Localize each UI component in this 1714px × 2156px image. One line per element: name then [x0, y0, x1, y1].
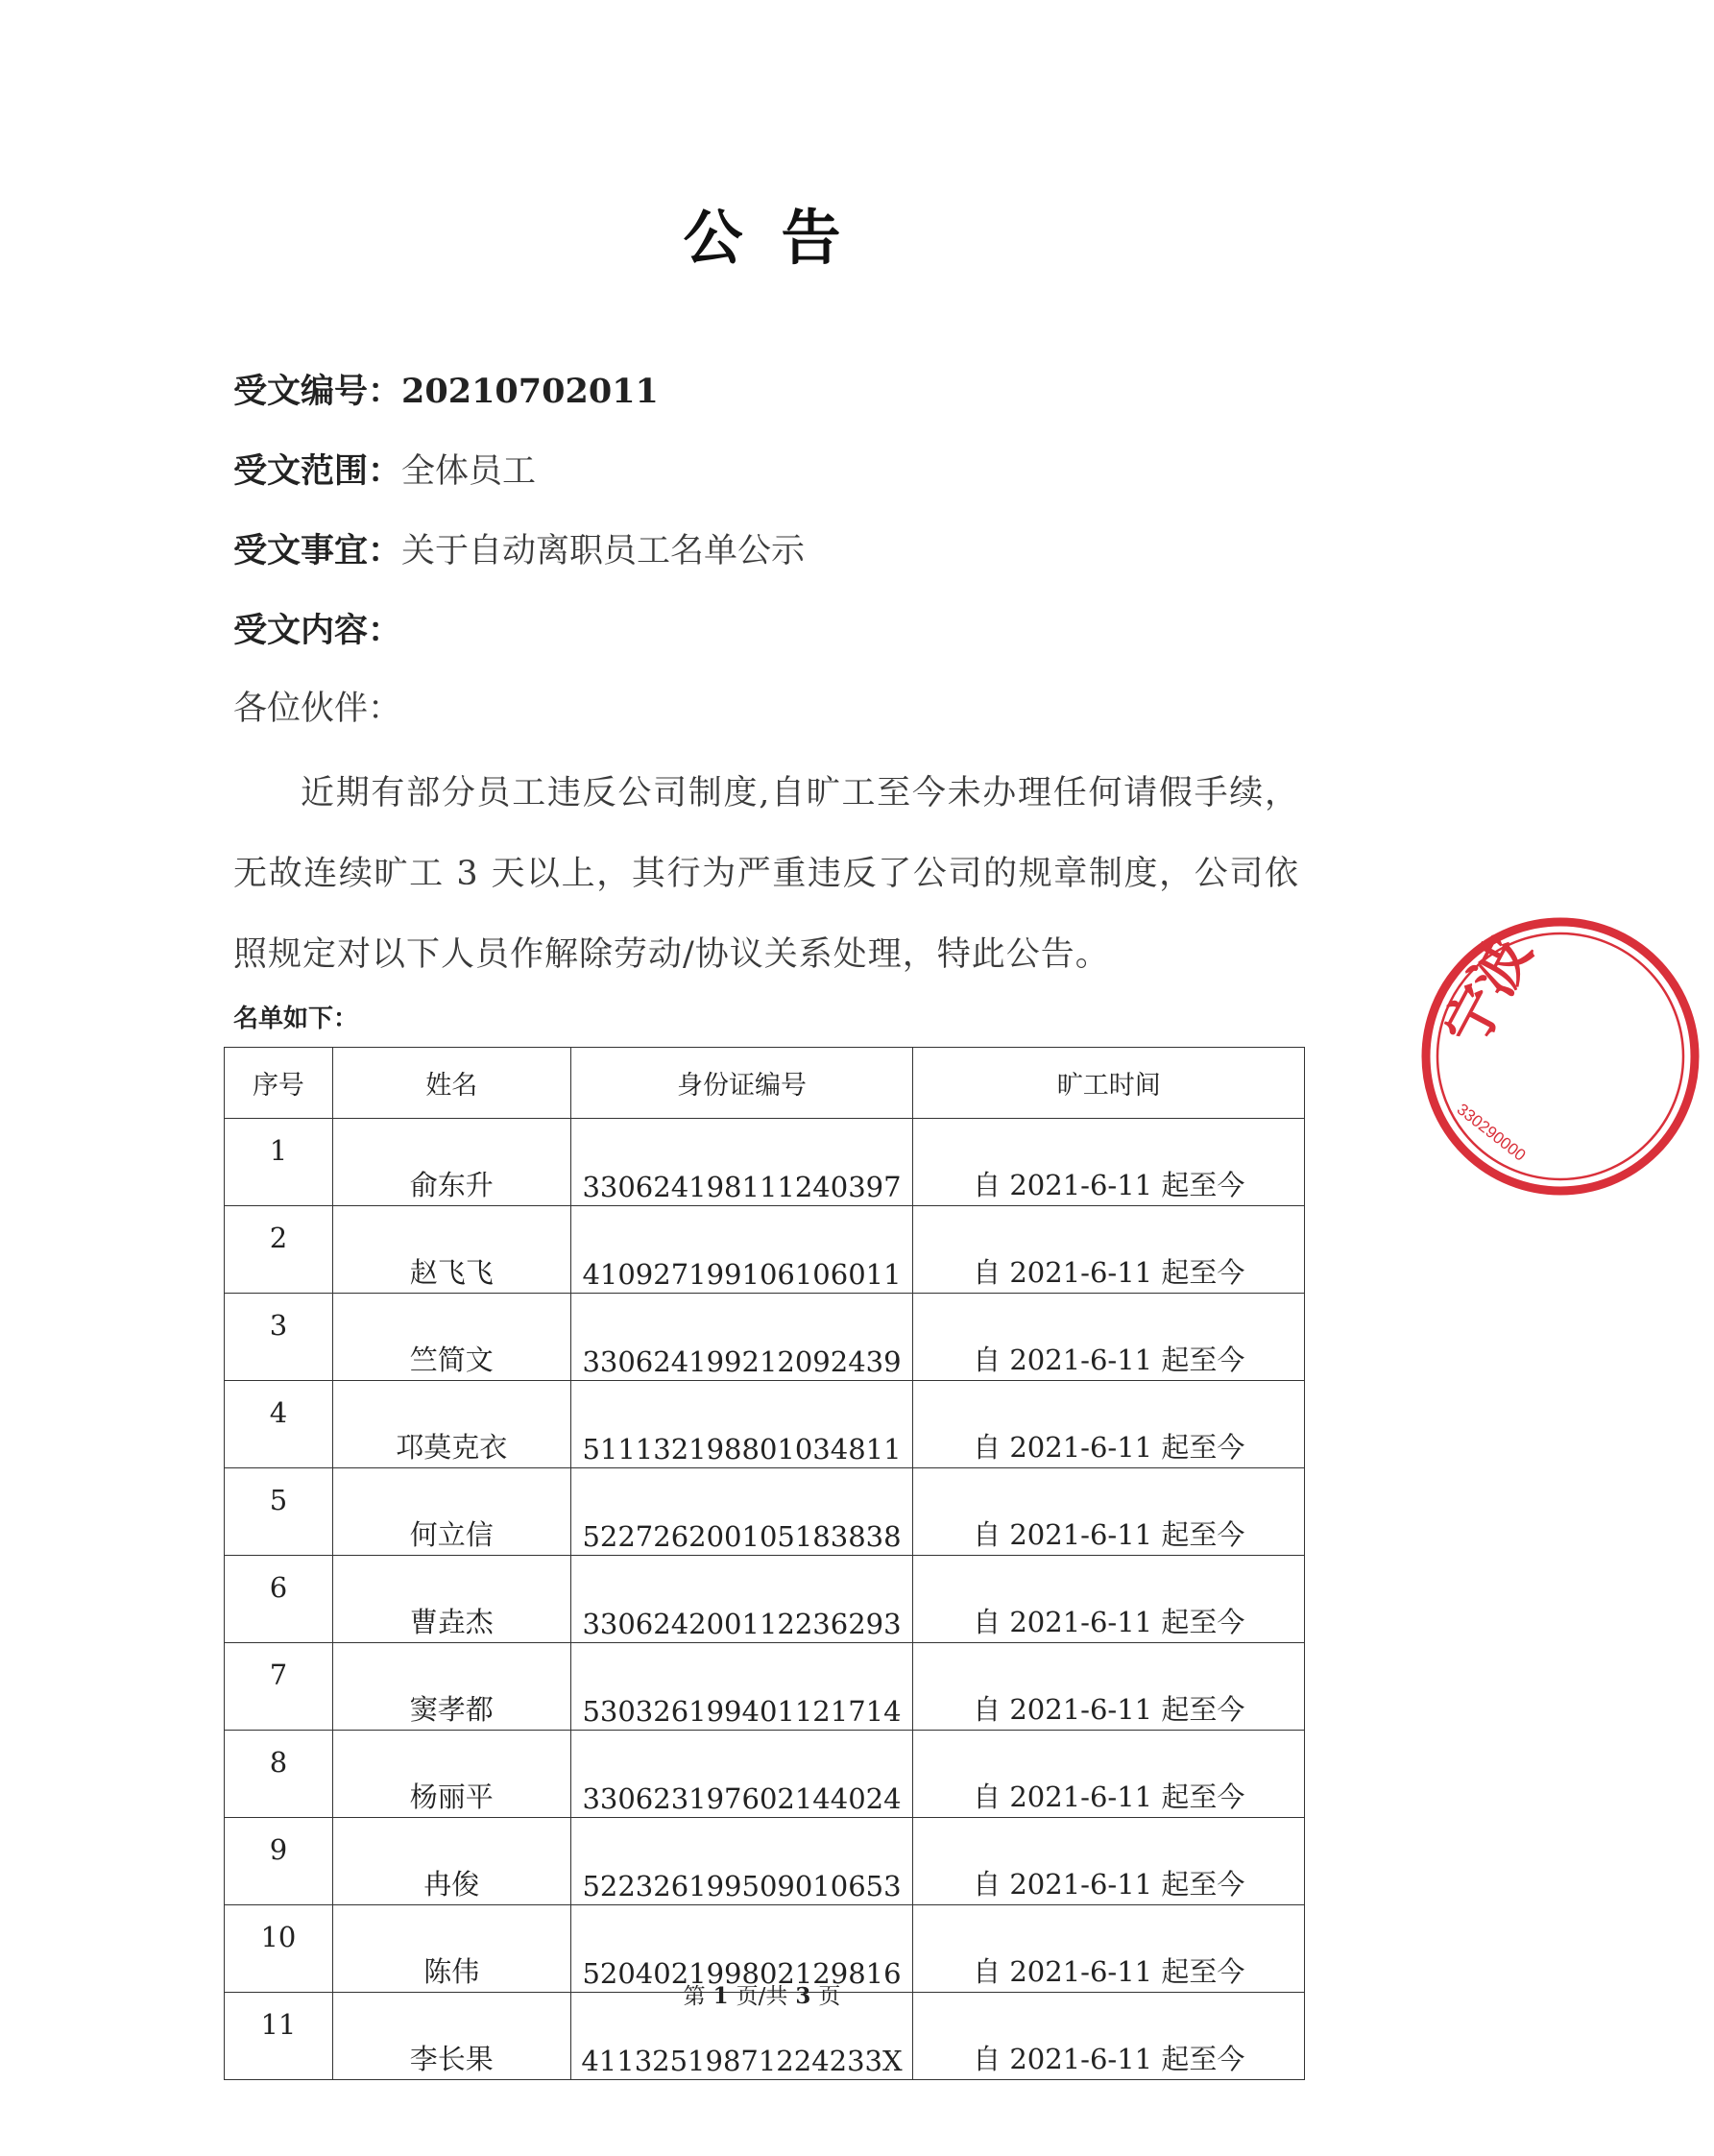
cell-id-number: 410927199106106011	[570, 1206, 913, 1294]
cell-absence-time: 自 2021-6-11 起至今	[913, 1993, 1305, 2080]
table-row	[225, 1643, 1305, 1731]
field-value: 20210702011	[401, 372, 659, 411]
cell-index: 1	[225, 1119, 333, 1206]
cell-name: 陈伟	[332, 1905, 570, 1993]
field-label: 受文范围：	[233, 451, 402, 491]
header-index: 序号	[225, 1048, 333, 1119]
header-id-number: 身份证编号	[570, 1048, 913, 1119]
cell-index: 11	[225, 1993, 333, 2080]
field-value: 关于自动离职员工名单公示	[401, 532, 806, 570]
cell-id-number: 520402199802129816	[570, 1905, 913, 1993]
cell-absence-time: 自 2021-6-11 起至今	[913, 1905, 1305, 1993]
table-row	[225, 1556, 1305, 1643]
seal-number: 330290000	[1453, 1100, 1530, 1165]
seal-text: 宁波	[1431, 924, 1546, 1058]
table-row	[225, 1206, 1305, 1294]
list-heading: 名单如下：	[233, 1005, 359, 1033]
cell-index: 5	[225, 1468, 333, 1556]
page-suffix: 页	[818, 1984, 841, 2009]
cell-absence-time: 自 2021-6-11 起至今	[913, 1643, 1305, 1731]
cell-index: 3	[225, 1294, 333, 1381]
cell-index: 4	[225, 1381, 333, 1468]
cell-name: 竺简文	[332, 1294, 570, 1381]
field-label: 受文编号：	[233, 372, 402, 411]
cell-id-number: 41132519871224233X	[570, 1993, 913, 2080]
cell-absence-time: 自 2021-6-11 起至今	[913, 1468, 1305, 1556]
cell-absence-time: 自 2021-6-11 起至今	[913, 1818, 1305, 1905]
cell-name: 李长果	[332, 1993, 570, 2080]
employee-table	[224, 1047, 1305, 2080]
page-current: 1	[712, 1983, 729, 2009]
cell-absence-time: 自 2021-6-11 起至今	[913, 1119, 1305, 1206]
table-body	[225, 1119, 1305, 2080]
cell-name: 曹垚杰	[332, 1556, 570, 1643]
table-row	[225, 1294, 1305, 1381]
cell-index: 9	[225, 1818, 333, 1905]
cell-absence-time: 自 2021-6-11 起至今	[913, 1556, 1305, 1643]
cell-id-number: 522726200105183838	[570, 1468, 913, 1556]
greeting: 各位伙伴：	[233, 690, 402, 728]
cell-name: 杨丽平	[332, 1731, 570, 1818]
cell-index: 6	[225, 1556, 333, 1643]
cell-index: 8	[225, 1731, 333, 1818]
table-row	[225, 1731, 1305, 1818]
cell-id-number: 511132198801034811	[570, 1381, 913, 1468]
table-header-row	[225, 1048, 1305, 1119]
field-value: 全体员工	[401, 452, 537, 491]
page-footer	[0, 1978, 1524, 2010]
cell-absence-time: 自 2021-6-11 起至今	[913, 1731, 1305, 1818]
cell-absence-time: 自 2021-6-11 起至今	[913, 1294, 1305, 1381]
table-row	[225, 1119, 1305, 1206]
cell-id-number: 530326199401121714	[570, 1643, 913, 1731]
cell-name: 邛莫克衣	[332, 1381, 570, 1468]
header-absence-time: 旷工时间	[913, 1048, 1305, 1119]
table-row	[225, 1468, 1305, 1556]
field-label: 受文事宜：	[233, 531, 402, 570]
cell-name: 赵飞飞	[332, 1206, 570, 1294]
table-row	[225, 1381, 1305, 1468]
page-middle: 页/共	[736, 1984, 788, 2009]
cell-id-number: 330623197602144024	[570, 1731, 913, 1818]
cell-id-number: 330624199212092439	[570, 1294, 913, 1381]
page-prefix: 第	[683, 1984, 706, 2009]
page-total: 3	[795, 1983, 811, 2009]
cell-absence-time: 自 2021-6-11 起至今	[913, 1206, 1305, 1294]
cell-index: 2	[225, 1206, 333, 1294]
cell-name: 俞东升	[332, 1119, 570, 1206]
cell-index: 7	[225, 1643, 333, 1731]
cell-name: 何立信	[332, 1468, 570, 1556]
field-scope	[233, 445, 536, 493]
field-label: 受文内容：	[233, 611, 402, 650]
company-seal	[1407, 903, 1714, 1210]
cell-name: 冉俊	[332, 1818, 570, 1905]
header-name: 姓名	[332, 1048, 570, 1119]
cell-name: 窦孝都	[332, 1643, 570, 1731]
table-row	[225, 1818, 1305, 1905]
cell-id-number: 330624200112236293	[570, 1556, 913, 1643]
field-content	[233, 604, 401, 652]
cell-index: 10	[225, 1905, 333, 1993]
notice-body: 近期有部分员工违反公司制度,自旷工至今未办理任何请假手续，无故连续旷工 3 天以上，其行为严重违反了公司的规章制度，公司依照规定对以下人员作解除劳动/协议关系处理，特此公告。	[233, 774, 1299, 974]
cell-id-number: 522326199509010653	[570, 1818, 913, 1905]
notice-title: 公告	[683, 203, 880, 273]
field-doc-number	[233, 365, 659, 413]
cell-id-number: 330624198111240397	[570, 1119, 913, 1206]
field-subject	[233, 524, 805, 572]
cell-absence-time: 自 2021-6-11 起至今	[913, 1381, 1305, 1468]
